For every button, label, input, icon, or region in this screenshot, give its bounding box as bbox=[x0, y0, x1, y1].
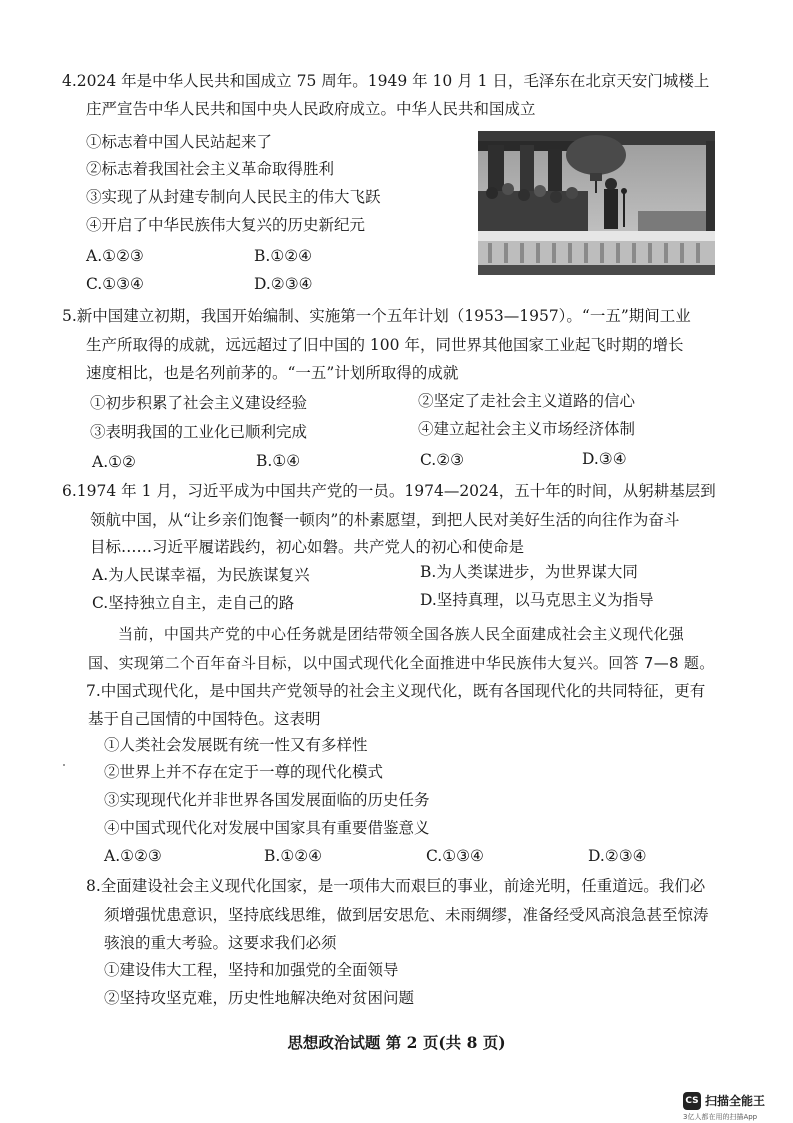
q4-option-a: A.①②③ bbox=[86, 247, 144, 265]
q5-stem-line3: 速度相比，也是名列前茅的。“一五”计划所取得的成就 bbox=[86, 364, 459, 382]
q5-item-1: ①初步积累了社会主义建设经验 bbox=[90, 394, 308, 412]
q7-8-intro-line2: 国、实现第二个百年奋斗目标，以中国式现代化全面推进中华民族伟大复兴。回答 7—8 题。 bbox=[88, 654, 715, 672]
q4-item-2: ②标志着我国社会主义革命取得胜利 bbox=[86, 160, 335, 178]
q4-item-4: ④开启了中华民族伟大复兴的历史新纪元 bbox=[86, 216, 366, 234]
q7-item-1: ①人类社会发展既有统一性又有多样性 bbox=[104, 736, 368, 754]
q5-option-a: A.①② bbox=[92, 453, 136, 471]
q5-stem-line1: 5.新中国建立初期，我国开始编制、实施第一个五年计划（1953—1957）。“一五”期间工业 bbox=[62, 307, 691, 325]
scanner-app-name: 扫描全能王 bbox=[705, 1094, 766, 1108]
q6-option-b: B.为人类谋进步，为世界谋大同 bbox=[420, 563, 638, 581]
q5-option-d: D.③④ bbox=[582, 450, 627, 468]
q4-option-c: C.①③④ bbox=[86, 275, 144, 293]
q8-stem-line3: 骇浪的重大考验。这要求我们必须 bbox=[104, 934, 337, 952]
scan-speck bbox=[63, 764, 65, 766]
q7-option-b: B.①②④ bbox=[264, 847, 323, 865]
q6-stem-line1: 6.1974 年 1 月，习近平成为中国共产党的一员。1974—2024，五十年的时间，从躬耕基层到 bbox=[62, 482, 716, 500]
scanner-tagline: 3亿人都在用的扫描App bbox=[683, 1113, 758, 1121]
camscanner-icon: CS bbox=[683, 1092, 701, 1110]
q6-stem-line3: 目标……习近平履诺践约，初心如磐。共产党人的初心和使命是 bbox=[90, 538, 525, 556]
q7-option-c: C.①③④ bbox=[426, 847, 484, 865]
q6-option-d: D.坚持真理，以马克思主义为指导 bbox=[420, 591, 654, 609]
q4-item-1: ①标志着中国人民站起来了 bbox=[86, 133, 273, 151]
q7-stem-line1: 7.中国式现代化，是中国共产党领导的社会主义现代化，既有各国现代化的共同特征，更有 bbox=[86, 682, 706, 700]
q7-8-intro-line1: 当前，中国共产党的中心任务就是团结带领全国各族人民全面建成社会主义现代化强 bbox=[118, 625, 685, 643]
q5-option-c: C.②③ bbox=[420, 451, 465, 469]
q5-item-3: ③表明我国的工业化已顺利完成 bbox=[90, 423, 308, 441]
q5-item-2: ②坚定了走社会主义道路的信心 bbox=[418, 392, 636, 410]
q4-item-3: ③实现了从封建专制向人民民主的伟大飞跃 bbox=[86, 188, 381, 206]
q8-item-1: ①建设伟大工程，坚持和加强党的全面领导 bbox=[104, 961, 399, 979]
q7-option-a: A.①②③ bbox=[104, 847, 162, 865]
q7-item-3: ③实现现代化并非世界各国发展面临的历史任务 bbox=[104, 791, 430, 809]
q7-item-4: ④中国式现代化对发展中国家具有重要借鉴意义 bbox=[104, 819, 430, 837]
q4-option-d: D.②③④ bbox=[254, 275, 313, 293]
q4-stem-line2: 庄严宣告中华人民共和国中央人民政府成立。中华人民共和国成立 bbox=[86, 100, 536, 118]
q6-option-c: C.坚持独立自主，走自己的路 bbox=[92, 594, 295, 612]
q5-option-b: B.①④ bbox=[256, 452, 301, 470]
q5-item-4: ④建立起社会主义市场经济体制 bbox=[418, 420, 636, 438]
q4-stem-line1: 4.2024 年是中华人民共和国成立 75 周年。1949 年 10 月 1 日，毛泽东在北京天安门城楼上 bbox=[62, 72, 710, 90]
q8-item-2: ②坚持攻坚克难，历史性地解决绝对贫困问题 bbox=[104, 989, 415, 1007]
q5-stem-line2: 生产所取得的成就，远远超过了旧中国的 100 年，同世界其他国家工业起飞时期的增长 bbox=[86, 336, 684, 354]
page-footer: 思想政治试题 第 2 页(共 8 页) bbox=[287, 1033, 506, 1052]
founding-ceremony-photo bbox=[478, 131, 715, 275]
q4-option-b: B.①②④ bbox=[254, 247, 313, 265]
q7-stem-line2: 基于自己国情的中国特色。这表明 bbox=[88, 710, 321, 728]
q8-stem-line1: 8.全面建设社会主义现代化国家，是一项伟大而艰巨的事业，前途光明，任重道远。我们必 bbox=[86, 877, 706, 895]
q7-item-2: ②世界上并不存在定于一尊的现代化模式 bbox=[104, 763, 384, 781]
q6-stem-line2: 领航中国，从“让乡亲们饱餐一顿肉”的朴素愿望，到把人民对美好生活的向往作为奋斗 bbox=[90, 511, 680, 529]
q7-option-d: D.②③④ bbox=[588, 847, 647, 865]
q6-option-a: A.为人民谋幸福，为民族谋复兴 bbox=[92, 566, 310, 584]
q8-stem-line2: 须增强忧患意识，坚持底线思维，做到居安思危、未雨绸缪，准备经受风高浪急甚至惊涛 bbox=[104, 906, 709, 924]
